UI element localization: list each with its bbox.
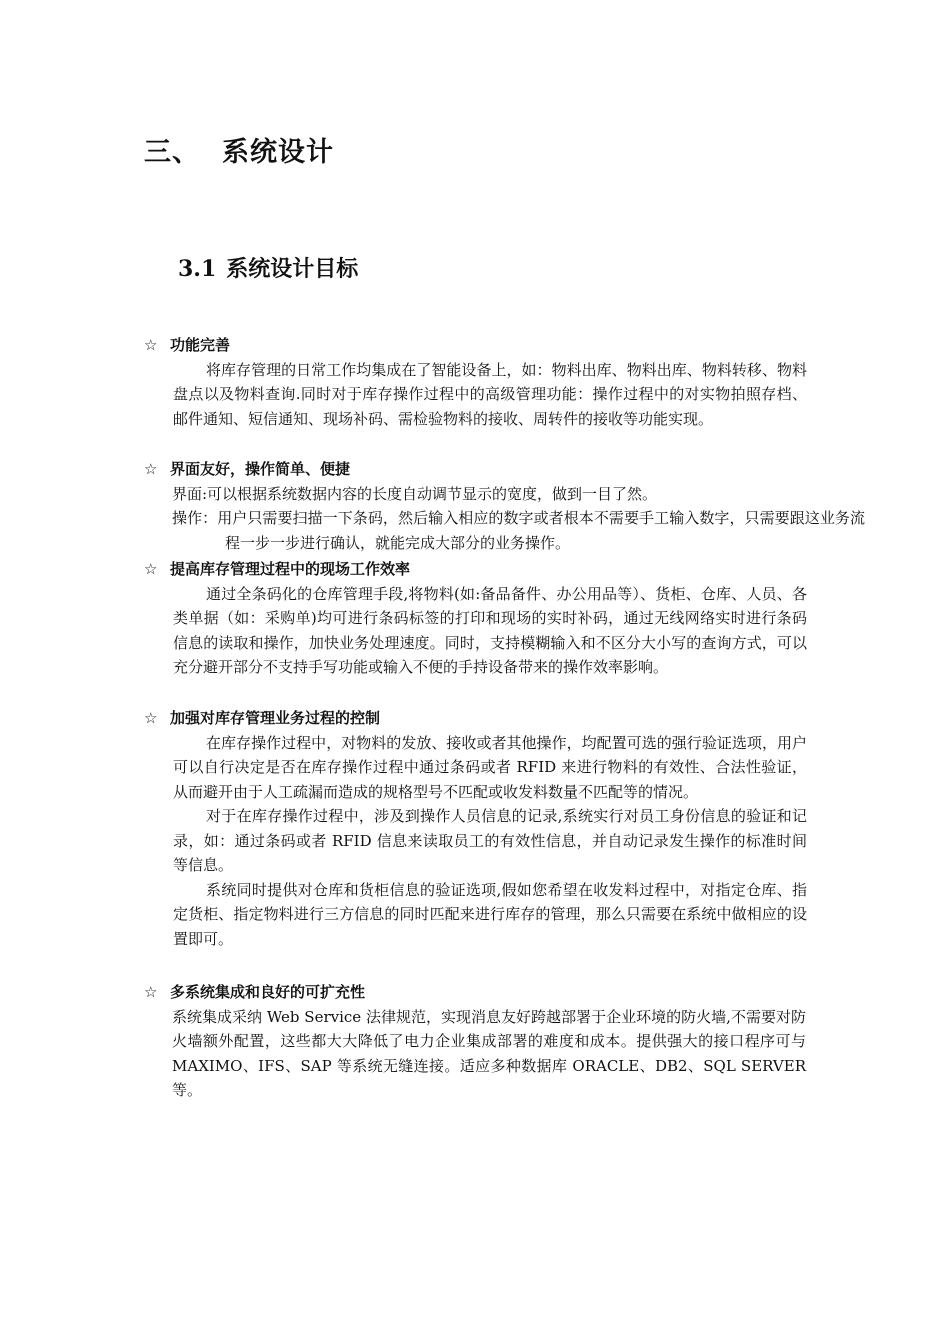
bullet-title: ☆ 提高库存管理过程中的现场工作效率: [144, 557, 814, 582]
bullet-item-features: [144, 333, 814, 431]
section-heading: [178, 252, 358, 283]
paragraph: 通过全条码化的仓库管理手段,将物料(如:备品备件、办公用品等）、货柜、仓库、人员、各类单据（如：采购单)均可进行条码标签的打印和现场的实时补码，通过无线网络实时进行条码信息的读取和操作，加快业务处理速度。同时，支持模糊输入和不区分大小写的查询方式，可以充分避开部分不支持手写功能或输入不便的手持设备带来的操作效率影响。: [173, 584, 807, 676]
bullet-title: ☆ 界面友好，操作简单、便捷: [144, 457, 814, 482]
bullet-item-integration: [144, 980, 814, 1103]
bullet-title: ☆ 功能完善: [144, 333, 814, 358]
chapter-title: 系统设计: [222, 137, 334, 168]
chapter-number: 三、: [144, 137, 200, 168]
bullet-title: ☆ 加强对库存管理业务过程的控制: [144, 706, 814, 731]
section-number: 3.1: [178, 256, 217, 282]
star-icon: ☆: [144, 560, 158, 578]
bullet-item-control: [144, 706, 814, 951]
star-icon: ☆: [144, 709, 158, 727]
paragraph: 系统同时提供对仓库和货柜信息的验证选项,假如您希望在收发料过程中，对指定仓库、指定货柜、指定物料进行三方信息的同时匹配来进行库存的管理，那么只需要在系统中做相应的设置即可。: [173, 880, 807, 948]
paragraph: 将库存管理的日常工作均集成在了智能设备上，如：物料出库、物料出库、物料转移、物料盘点以及物料查询.同时对于库存操作过程中的高级管理功能：操作过程中的对实物拍照存档、邮件通知、短信通知、现场补码、需检验物料的接收、周转件的接收等功能实现。: [173, 360, 807, 428]
star-icon: ☆: [144, 460, 158, 478]
bullet-title: ☆ 多系统集成和良好的可扩充性: [144, 980, 814, 1005]
bullet-item-efficiency: [144, 557, 814, 680]
paragraph: 界面:可以根据系统数据内容的长度自动调节显示的宽度，做到一目了然。: [172, 484, 658, 503]
paragraph: 对于在库存操作过程中，涉及到操作人员信息的记录,系统实行对员工身份信息的验证和记录，如：通过条码或者 RFID 信息来读取员工的有效性信息，并自动记录发生操作的标准时间等信息。: [173, 807, 807, 874]
chapter-heading: [144, 130, 334, 169]
paragraph: 在库存操作过程中，对物料的发放、接收或者其他操作，均配置可选的强行验证选项，用户可以自行决定是否在库存操作过程中通过条码或者 RFID 来进行物料的有效性、合法性验证，从而避开由于人工疏漏而造成的规格型号不匹配或收发料数量不匹配等的情况。: [173, 733, 807, 801]
star-icon: ☆: [144, 983, 158, 1001]
paragraph: 操作：用户只需要扫描一下条码，然后输入相应的数字或者根本不需要手工输入数字，只需要跟这业务流程一步一步进行确认，就能完成大部分的业务操作。: [172, 509, 865, 552]
star-icon: ☆: [144, 336, 158, 354]
bullet-item-interface: [144, 457, 865, 555]
paragraph: 系统集成采纳 Web Service 法律规范，实现消息友好跨越部署于企业环境的防火墙,不需要对防火墙额外配置，这些都大大降低了电力企业集成部署的难度和成本。提供强大的接口程序可与 MAXIMO、IFS、SAP 等系统无缝连接。适应多种数据库 ORACLE、DB2、SQL SERVER 等。: [172, 1007, 806, 1099]
section-title: 系统设计目标: [226, 257, 359, 282]
